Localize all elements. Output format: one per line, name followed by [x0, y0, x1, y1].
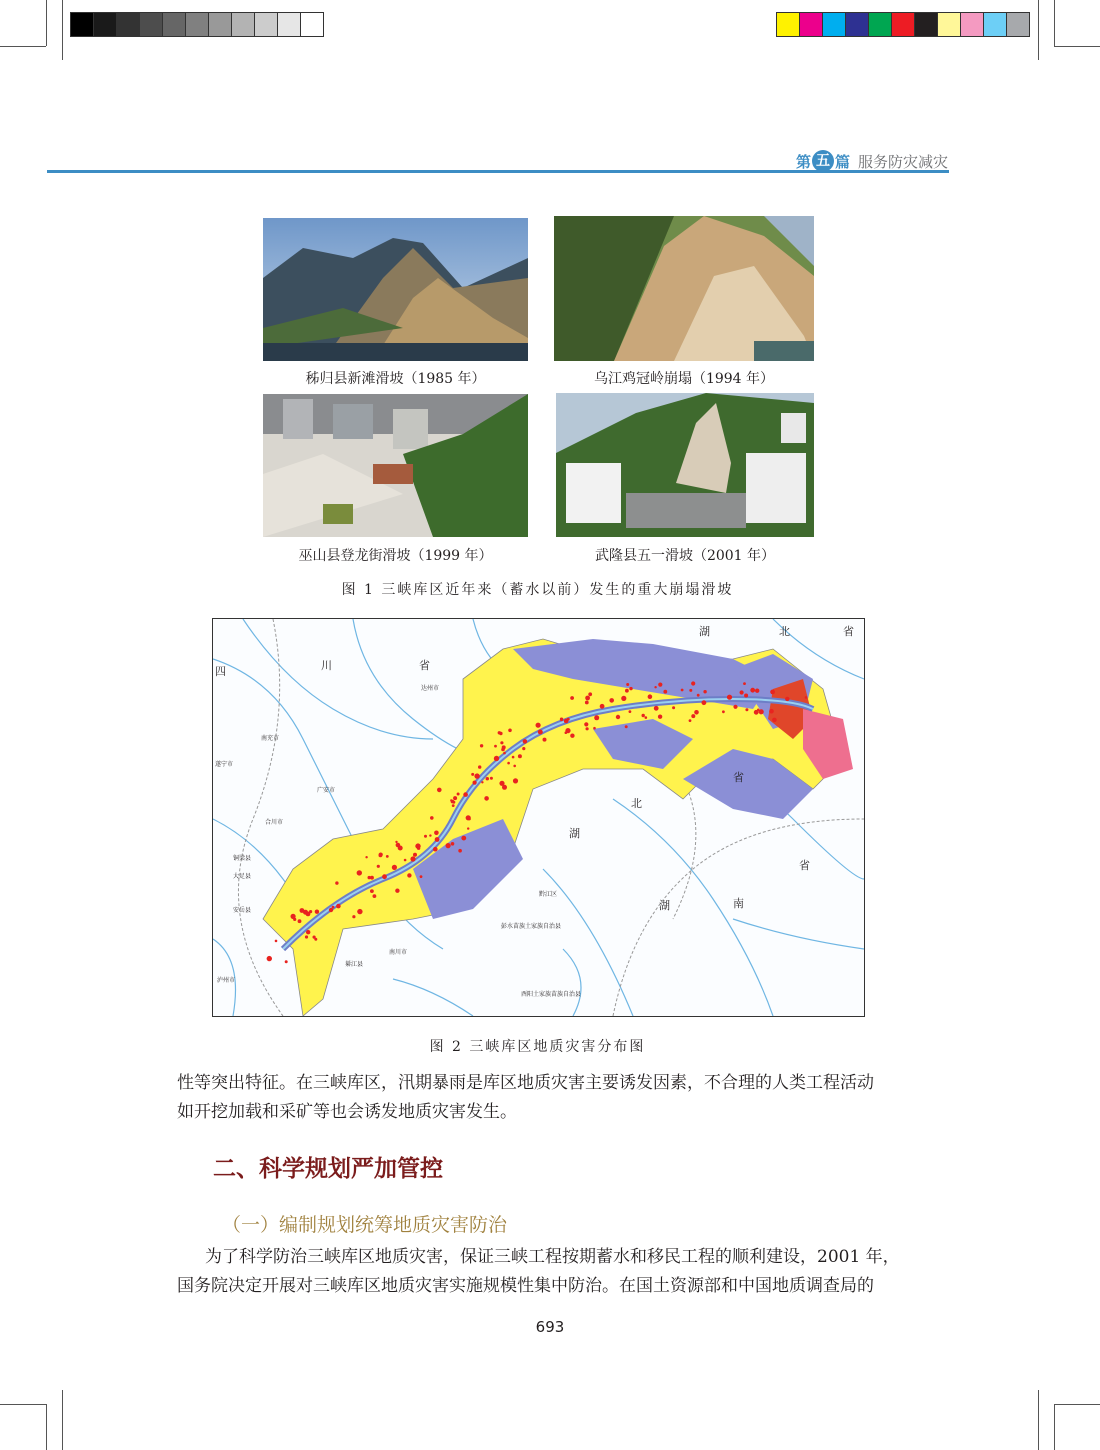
hazard-point: [407, 873, 411, 877]
hazard-point: [494, 745, 497, 748]
hazard-point: [291, 914, 296, 919]
hazard-point: [313, 936, 316, 939]
crop-mark-br-h: [1054, 1404, 1100, 1405]
hazard-point: [315, 910, 319, 914]
hazard-point: [498, 731, 501, 734]
hazard-point: [395, 889, 399, 893]
map-label: [631, 795, 642, 811]
map-city-label: [217, 975, 235, 984]
hazard-point: [404, 859, 407, 862]
hazard-point: [681, 689, 684, 692]
hazard-point: [415, 843, 420, 848]
map-city-label: [389, 947, 407, 956]
hazard-point: [474, 773, 479, 778]
hazard-point: [392, 865, 397, 870]
figure1-caption: 图 1 三峡库区近年来（蓄水以前）发生的重大崩塌滑坡: [341, 582, 734, 598]
hazard-point: [503, 752, 506, 755]
text-line: 如开挖加载和采矿等也会诱发地质灾害发生。: [177, 1102, 517, 1122]
hazard-point: [453, 796, 457, 800]
map-city-label: [501, 921, 561, 930]
hazard-point: [398, 846, 403, 851]
hazard-point: [500, 741, 503, 744]
hazard-point: [689, 689, 692, 692]
hazard-point: [481, 781, 483, 783]
hazard-point: [805, 696, 808, 699]
hazard-point: [463, 792, 468, 797]
color-calibration-bar: [776, 12, 1030, 37]
photo-caption: 巫山县登龙街滑坡（1999 年）: [298, 548, 493, 564]
photo-wuyi-landslide: [556, 393, 814, 537]
hazard-point: [429, 834, 431, 836]
hazard-point: [430, 816, 434, 820]
hazard-point: [565, 731, 568, 734]
map-city-label: [233, 853, 251, 862]
hazard-point: [625, 725, 628, 728]
map-label: 湖: [659, 899, 670, 912]
map-label: 北: [631, 797, 642, 810]
crop-mark-tr-v2: [1038, 0, 1039, 60]
hazard-point: [433, 847, 438, 852]
figure2-caption: 图 2 三峡库区地质灾害分布图: [429, 1039, 646, 1055]
hazard-point: [332, 906, 335, 909]
part-suffix: 篇: [834, 152, 850, 171]
hazard-point: [410, 856, 415, 861]
photo-caption: 乌江鸡冠岭崩塌（1994 年）: [593, 371, 775, 387]
hazard-point: [508, 729, 512, 733]
hazard-point: [450, 799, 452, 801]
map-label-sichuan: [215, 663, 226, 679]
map-label-hunan: [659, 897, 670, 913]
hazard-point: [703, 690, 706, 693]
hazard-point: [772, 718, 777, 723]
hazard-point: [457, 793, 460, 796]
hazard-point: [502, 745, 506, 749]
hazard-point: [507, 762, 510, 765]
map-label: 彭水苗族土家族自治县: [501, 923, 562, 930]
map-city-label: [215, 759, 233, 768]
hazard-point: [785, 697, 789, 701]
hazard-point: [672, 706, 675, 709]
hazard-point: [594, 715, 599, 720]
hazard-point: [386, 855, 389, 858]
hazard-point: [536, 723, 541, 728]
hazard-point: [513, 778, 518, 783]
grayscale-calibration-bar: [70, 12, 324, 37]
hazard-point: [727, 695, 732, 700]
hazard-point: [770, 690, 775, 695]
hazard-point: [609, 698, 614, 703]
hazard-point: [755, 689, 759, 693]
photo-jiguanling-collapse: [554, 216, 814, 361]
map-label-hunan: [569, 825, 580, 841]
crop-mark-bl-h: [0, 1404, 46, 1405]
map-label: 南充市: [261, 735, 280, 742]
map-label: 四: [215, 665, 226, 678]
map-city-label: [265, 817, 283, 826]
hazard-point: [494, 756, 499, 761]
hazard-point: [663, 690, 667, 694]
map-label-hubei: [699, 623, 710, 639]
hazard-point: [267, 956, 272, 961]
hazard-point: [466, 815, 471, 820]
hazard-point: [434, 831, 439, 836]
hazard-point: [733, 705, 737, 709]
hazard-point: [645, 716, 648, 719]
map-label: 北: [779, 625, 790, 638]
hazard-point: [560, 718, 563, 721]
map-label: 省: [799, 859, 810, 872]
hazard-point: [586, 727, 589, 730]
hazard-point: [285, 960, 288, 963]
map-label: 川: [321, 659, 332, 672]
map-label: 广安市: [317, 787, 336, 794]
hazard-point: [453, 801, 456, 804]
hazard-point: [629, 710, 632, 713]
map-city-label: [233, 871, 251, 880]
map-label: 南川市: [389, 949, 408, 956]
hazard-point: [467, 827, 469, 829]
map-label: 达州市: [421, 685, 440, 692]
hazard-point: [629, 687, 632, 690]
hazard-point: [357, 909, 362, 914]
hazard-point: [769, 709, 774, 714]
hazard-point: [694, 710, 699, 715]
hazard-point: [722, 710, 725, 713]
hazard-point: [513, 765, 516, 768]
photo-xintan-landslide: [263, 218, 528, 361]
hazard-point: [379, 853, 383, 857]
map-label-sichuan: [321, 657, 332, 673]
hazard-point: [502, 785, 507, 790]
map-label: 合川市: [265, 819, 284, 826]
hazard-point: [658, 715, 662, 719]
hazard-point: [522, 747, 525, 750]
hazard-point: [588, 692, 592, 696]
crop-mark-br-v2: [1038, 1390, 1039, 1450]
map-label: 省: [843, 625, 854, 638]
hazard-point: [377, 865, 380, 868]
hazard-point: [300, 908, 305, 913]
map-label: 湖: [699, 625, 710, 638]
hazard-point: [357, 870, 362, 875]
hazard-point: [691, 714, 695, 718]
hazard-point: [437, 788, 442, 793]
map-label: 省: [419, 659, 430, 672]
hazard-point: [473, 781, 477, 785]
hazard-point: [744, 694, 748, 698]
hazard-point: [458, 849, 462, 853]
hazard-point: [616, 715, 620, 719]
map-label: 铜梁县: [233, 855, 252, 862]
hazard-point: [658, 683, 662, 687]
page-number: 693: [535, 1318, 565, 1336]
running-header: [796, 150, 948, 172]
hazard-point: [642, 714, 645, 717]
hazard-point: [584, 722, 588, 726]
hazard-point: [585, 696, 590, 701]
hazard-point: [626, 683, 629, 686]
hazard-point: [654, 686, 656, 688]
crop-mark-tr-h: [1054, 46, 1100, 47]
map-city-label: [233, 905, 251, 914]
hazard-point: [740, 690, 744, 694]
map-label: 省: [733, 771, 744, 784]
hazard-point: [702, 700, 707, 705]
hazard-point: [484, 796, 489, 801]
crop-mark-tr-v: [1054, 0, 1055, 46]
hazard-point: [305, 935, 308, 938]
map-label-hunan: [733, 895, 744, 911]
hazard-point: [451, 842, 455, 846]
hazard-point: [543, 738, 547, 742]
part-prefix: 第: [795, 152, 811, 171]
map-label: 泸州市: [217, 977, 236, 984]
part-number-badge: 五: [812, 150, 834, 172]
map-label: 湖: [569, 827, 580, 840]
hazard-point: [306, 912, 311, 917]
map-label: 黔江区: [539, 891, 558, 898]
hazard-point: [413, 853, 417, 857]
hazard-point: [471, 773, 474, 776]
text-line: 为了科学防治三峡库区地质灾害，保证三峡工程按期蓄水和移民工程的顺利建设，2001 年，: [205, 1247, 900, 1267]
hazard-point: [750, 688, 755, 693]
hazard-point: [352, 915, 355, 918]
hazard-point: [757, 709, 760, 712]
hazard-point: [570, 696, 574, 700]
map-label: 綦江县: [345, 961, 364, 968]
hazard-point: [480, 744, 483, 747]
section-title: 服务防灾减灾: [857, 152, 948, 171]
hazard-point: [523, 739, 528, 744]
crop-mark-br-v: [1054, 1404, 1055, 1450]
map-city-label: [261, 733, 279, 742]
crop-mark-tl-v: [46, 0, 47, 46]
hazard-point: [435, 837, 440, 842]
crop-mark-tl-h: [0, 46, 46, 47]
hazard-point: [600, 704, 605, 709]
hazard-point: [745, 708, 748, 711]
hazard-point: [512, 756, 515, 759]
hazard-point: [275, 940, 278, 943]
map-label: 酉阳土家族苗族自治县: [521, 991, 582, 998]
hazard-point: [306, 930, 310, 934]
header-rule: [47, 170, 949, 173]
photo-caption: 武隆县五一滑坡（2001 年）: [594, 548, 776, 564]
hazard-point: [570, 734, 574, 738]
map-label: 大足县: [233, 873, 252, 880]
hazard-point: [446, 843, 451, 848]
hazard-point: [298, 919, 302, 923]
hazard-point: [593, 727, 596, 730]
map-label: 南: [733, 897, 744, 910]
hazard-point: [697, 694, 700, 697]
hazard-point: [329, 908, 333, 912]
hazard-point: [691, 681, 695, 685]
map-city-label: [421, 683, 439, 692]
hazard-point: [336, 904, 341, 909]
hazard-point: [452, 804, 455, 807]
map-label: [733, 769, 744, 785]
hazard-point: [382, 874, 387, 879]
map-city-label: [539, 889, 557, 898]
map-label-hubei: [843, 623, 854, 639]
crop-mark-bl-v2: [62, 1390, 63, 1450]
hazard-point: [478, 765, 481, 768]
hazard-point: [486, 777, 489, 780]
text-line: 国务院决定开展对三峡库区地质灾害实施规模性集中防治。在国土资源部和中国地质调查局的: [177, 1276, 874, 1296]
hazard-point: [368, 876, 371, 879]
hazard-point: [648, 694, 653, 699]
hazard-point: [365, 856, 367, 858]
subsection-heading: （一）编制规划统筹地质灾害防治: [222, 1214, 508, 1236]
map-label-hubei: [779, 623, 790, 639]
photo-caption: 秭归县新滩滑坡（1985 年）: [305, 371, 486, 387]
hazard-point: [424, 835, 427, 838]
hazard-point: [567, 718, 570, 721]
body-paragraph-2: [177, 1243, 917, 1301]
crop-mark-tl-v2: [62, 0, 63, 60]
hazard-point: [490, 777, 493, 780]
hazard-point: [370, 889, 374, 893]
map-city-label: [345, 959, 363, 968]
crop-mark-bl-v: [46, 1404, 47, 1450]
hazard-point: [538, 730, 543, 735]
hazard-point: [373, 894, 377, 898]
map-city-label: [521, 989, 581, 998]
section-heading: 二、科学规划严加管控: [213, 1156, 443, 1182]
hazard-point: [461, 836, 466, 841]
body-paragraph-1: [177, 1069, 917, 1127]
hazard-point: [518, 754, 522, 758]
map-label: 安岳县: [233, 907, 252, 914]
map-label: [799, 857, 810, 873]
hazard-point: [420, 875, 423, 878]
map-label-sichuan: [419, 657, 430, 673]
map-label: 遂宁市: [215, 761, 234, 768]
hazard-point: [335, 881, 338, 884]
hazard-point: [585, 701, 589, 705]
geohazard-distribution-map: [212, 618, 865, 1017]
hazard-point: [654, 706, 659, 711]
hazard-point: [689, 719, 692, 722]
hazard-point: [625, 689, 629, 693]
photo-denglongjie-landslide: [263, 394, 528, 537]
text-line: 性等突出特征。在三峡库区，汛期暴雨是库区地质灾害主要诱发因素，不合理的人类工程活动: [177, 1073, 874, 1093]
hazard-point: [395, 841, 397, 843]
hazard-point: [743, 682, 746, 685]
hazard-point: [621, 696, 626, 701]
map-city-label: [317, 785, 335, 794]
